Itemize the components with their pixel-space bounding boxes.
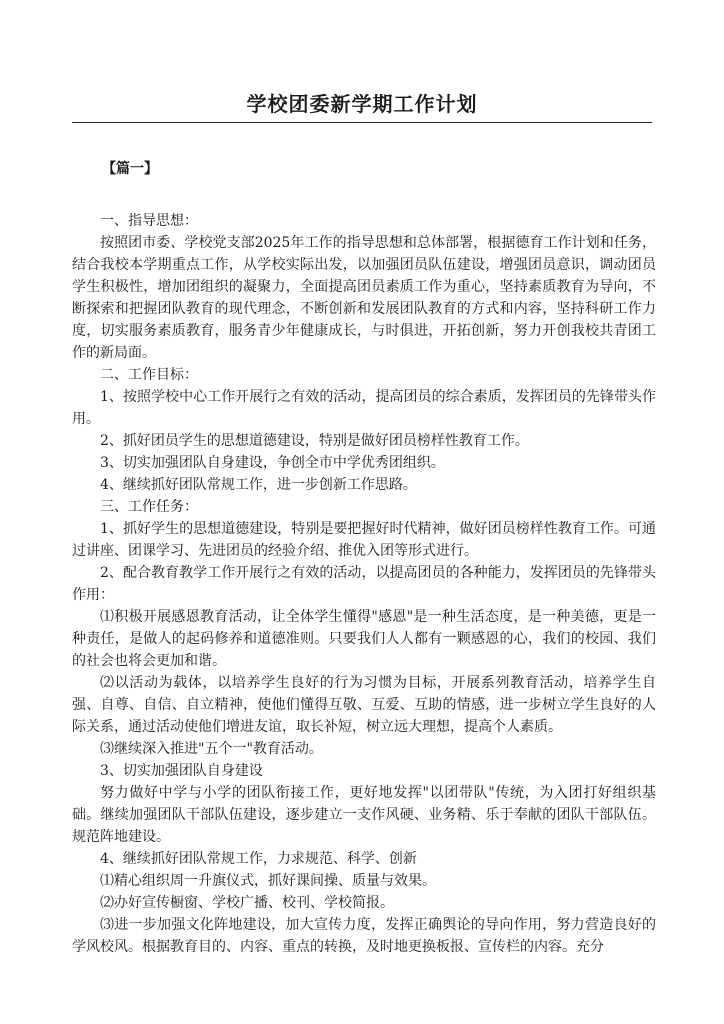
paragraph: 4、继续抓好团队常规工作，力求规范、科学、创新 [100, 851, 417, 867]
paragraph: 1、按照学校中心工作开展行之有效的活动，提高团员的综合素质，发挥团员的先锋带头作用。 [72, 389, 656, 427]
section-label: 【篇一】 [102, 161, 158, 177]
paragraph: ⑶进一步加强文化阵地建设，加大宣传力度，发挥正确舆论的导向作用，努力营造良好的学风校风。根据教育目的、内容、重点的转换，及时地更换板报、宣传栏的内容。充分 [72, 917, 656, 955]
paragraph: 3、切实加强团队自身建设，争创全市中学优秀团组织。 [100, 455, 445, 471]
document-body [72, 158, 656, 958]
paragraph: ⑵以活动为载体，以培养学生良好的行为习惯为目标，开展系列教育活动，培养学生自强、自尊、自信、自立精神，使他们懂得互敬、互爱、互助的情感，进一步树立学生良好的人际关系，通过活动使他们增进友谊，取长补短，树立远大理想，提高个人素质。 [72, 675, 656, 735]
heading-guiding-thought: 一、指导思想： [100, 213, 198, 229]
paragraph: 按照团市委、学校党支部2025年工作的指导思想和总体部署，根据德育工作计划和任务，结合我校本学期重点工作，从学校实际出发，以加强团员队伍建设，增强团员意识，调动团员学生积极性，增加团组织的凝聚力，全面提高团员素质工作为重心，坚持素质教育为导向，不断探索和把握团队教育的现代理念，不断创新和发展团队教育的方式和内容，坚持科研工作力度，切实服务素质教育，服务青少年健康成长，与时俱进，开拓创新，努力开创我校共青团工作的新局面。 [72, 235, 656, 361]
paragraph: 4、继续抓好团队常规工作，进一步创新工作思路。 [100, 477, 417, 493]
document-title: 学校团委新学期工作计划 [246, 92, 478, 116]
paragraph: 努力做好中学与小学的团队衔接工作，更好地发挥"以团带队"传统，为入团打好组织基础。继续加强团队干部队伍建设，逐步建立一支作风硬、业务精、乐于奉献的团队干部队伍。规范阵地建设。 [72, 785, 656, 845]
paragraph: ⑶继续深入推进"五个一"教育活动。 [100, 741, 323, 757]
heading-work-goals: 二、工作目标： [100, 367, 198, 383]
heading-work-tasks: 三、工作任务： [100, 499, 198, 515]
paragraph: 2、抓好团员学生的思想道德建设，特别是做好团员榜样性教育工作。 [100, 433, 529, 449]
paragraph: 3、切实加强团队自身建设 [100, 763, 263, 779]
paragraph: 1、抓好学生的思想道德建设，特别是要把握好时代精神，做好团员榜样性教育工作。可通过讲座、团课学习、先进团员的经验介绍、推优入团等形式进行。 [72, 521, 656, 559]
paragraph: ⑵办好宣传橱窗、学校广播、校刊、学校简报。 [100, 895, 394, 911]
paragraph: 2、配合教育教学工作开展行之有效的活动，以提高团员的各种能力，发挥团员的先锋带头作用： [72, 565, 656, 603]
paragraph: ⑴积极开展感恩教育活动，让全体学生懂得"感恩"是一种生活态度，是一种美德，更是一种责任，是做人的起码修养和道德准则。只要我们人人都有一颗感恩的心，我们的校园、我们的社会也将会更加和谐。 [72, 609, 656, 669]
title-underline [72, 122, 652, 123]
paragraph: ⑴精心组织周一升旗仪式，抓好课间操、质量与效果。 [100, 873, 436, 889]
